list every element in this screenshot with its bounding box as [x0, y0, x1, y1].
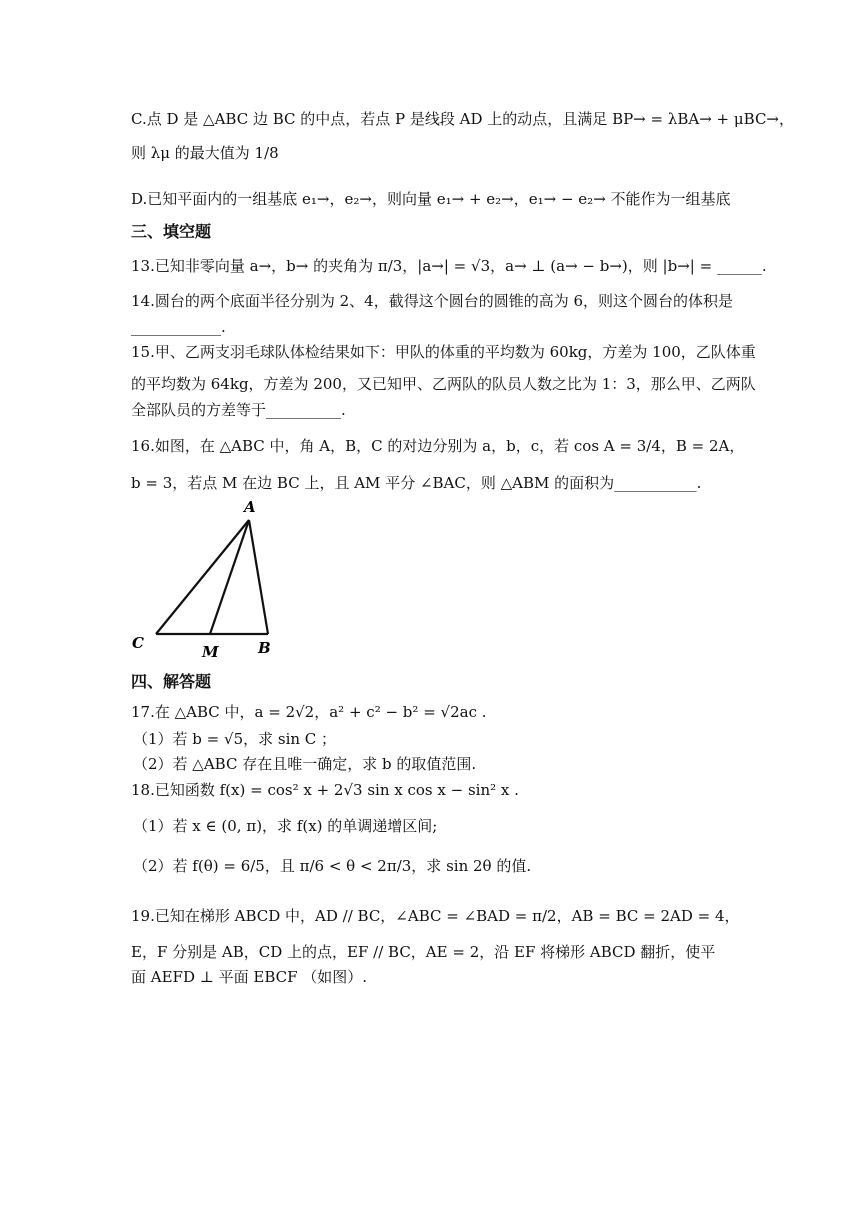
vertex-label-a: A — [244, 498, 256, 516]
side-ca — [156, 520, 249, 634]
question-17-part-2: （2）若 △ABC 存在且唯一确定，求 b 的取值范围. — [133, 755, 477, 773]
question-16-line-1: 16.如图，在 △ABC 中，角 A，B，C 的对边分别为 a，b，c，若 cos A = 3/4，B = 2A， — [131, 437, 745, 455]
option-c-line-2: 则 λμ 的最大值为 1/8 — [131, 144, 279, 162]
section-heading-fill-in: 三、填空题 — [131, 222, 212, 241]
question-15-line-3: 全部队员的方差等于__________. — [131, 401, 346, 419]
question-17-part-1: （1）若 b = √5，求 sin C ； — [133, 730, 337, 748]
question-18: 18.已知函数 f(x) = cos² x + 2√3 sin x cos x − sin² x . — [131, 781, 519, 799]
question-19-line-1: 19.已知在梯形 ABCD 中，AD // BC，∠ABC = ∠BAD = π/2，AB = BC = 2AD = 4， — [131, 907, 740, 925]
option-c-line-1: C.点 D 是 △ABC 边 BC 的中点，若点 P 是线段 AD 上的动点，且满足 BP→ = λBA→ + μBC→， — [131, 110, 794, 128]
vertex-label-c: C — [132, 634, 144, 652]
question-15-line-1: 15.甲、乙两支羽毛球队体检结果如下：甲队的体重的平均数为 60kg，方差为 100，乙队体重 — [131, 343, 756, 361]
question-15-line-2: 的平均数为 64kg，方差为 200，又已知甲、乙两队的队员人数之比为 1：3，那么甲、乙两队 — [131, 375, 756, 393]
side-ab — [249, 520, 268, 634]
question-14-line-2: ____________. — [131, 318, 226, 336]
question-18-part-1: （1）若 x ∈ (0, π)，求 f(x) 的单调递增区间; — [133, 817, 438, 835]
question-13: 13.已知非零向量 a→，b→ 的夹角为 π/3，|a→| = √3，a→ ⊥ (a→ − b→)，则 |b→| = ______. — [131, 257, 767, 275]
question-14-line-1: 14.圆台的两个底面半径分别为 2、4，截得这个圆台的圆锥的高为 6，则这个圆台的体积是 — [131, 292, 734, 310]
section-heading-solutions: 四、解答题 — [131, 672, 212, 691]
option-d: D.已知平面内的一组基底 e₁→，e₂→，则向量 e₁→ + e₂→，e₁→ − e₂→ 不能作为一组基底 — [131, 190, 731, 208]
question-17: 17.在 △ABC 中，a = 2√2，a² + c² − b² = √2ac . — [131, 703, 487, 721]
point-label-m: M — [202, 643, 219, 661]
triangle-figure — [128, 497, 278, 663]
segment-am — [210, 520, 249, 634]
question-18-part-2: （2）若 f(θ) = 6/5，且 π/6 < θ < 2π/3，求 sin 2θ 的值. — [133, 857, 532, 875]
vertex-label-b: B — [258, 639, 271, 657]
question-16-line-2: b = 3，若点 M 在边 BC 上，且 AM 平分 ∠BAC，则 △ABM 的面积为___________. — [131, 474, 702, 492]
question-19-line-3: 面 AEFD ⊥ 平面 EBCF （如图）. — [131, 968, 368, 986]
question-19-line-2: E，F 分别是 AB，CD 上的点，EF // BC，AE = 2，沿 EF 将梯形 ABCD 翻折，使平 — [131, 943, 716, 961]
